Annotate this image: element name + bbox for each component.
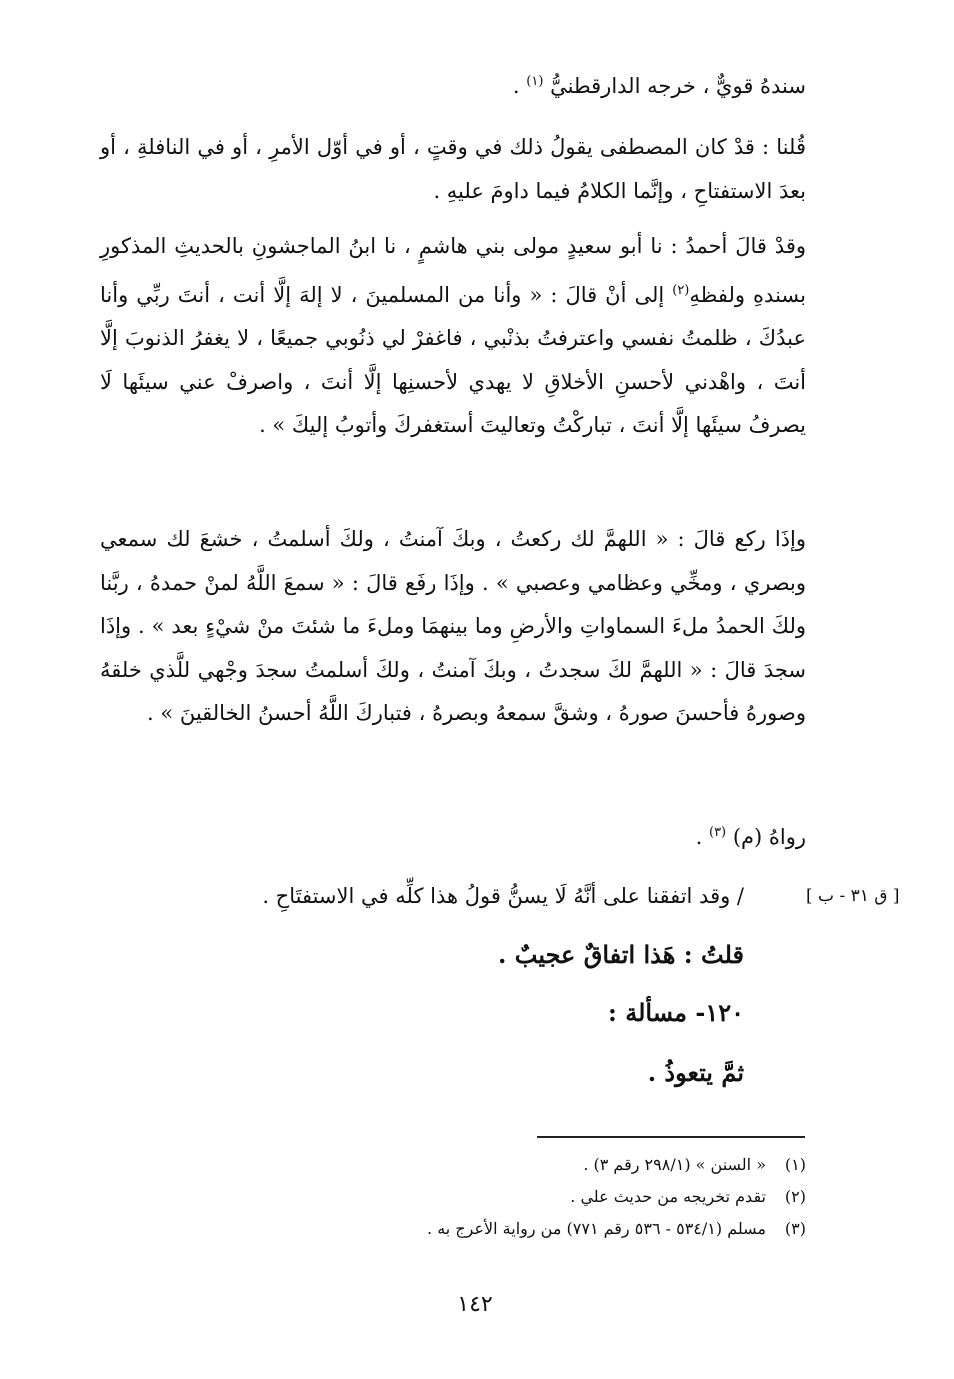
footnote-text: « السنن » (٢٩٨/١ رقم ٣) . xyxy=(583,1155,766,1174)
issue-heading: ١٢٠- مسألة : xyxy=(608,998,744,1027)
footnote-number: (٢) xyxy=(784,1187,806,1206)
page-number: ١٤٢ xyxy=(457,1292,493,1317)
narration-footnote-ref: (٣) xyxy=(708,825,727,840)
manuscript-folio-marker: [ ق ٣١ - ب ] xyxy=(806,886,900,906)
top-line xyxy=(513,67,806,101)
paragraph-2-footnote-ref: (٢) xyxy=(672,282,690,298)
bold-remark: قلتُ : هَذا اتفاقٌ عجيبٌ . xyxy=(498,940,744,969)
bold-statement: ثمَّ يتعوذُ . xyxy=(647,1058,744,1087)
paragraph-1: قُلنا : قدْ كان المصطفى يقولُ ذلك في وقتٍ ، أو في أوّل الأمرِ ، أو في النافلةِ ، أو بعدَ الاستفتاحِ ، وإنَّما الكلامُ فيما داومَ عليهِ . xyxy=(100,135,806,203)
footnote-text: مسلم (٥٣٤/١ - ٥٣٦ رقم ٧٧١) من رواية الأعرج به . xyxy=(427,1219,766,1238)
footnote-number: (٣) xyxy=(784,1219,806,1238)
footnote-2 xyxy=(570,1186,806,1208)
footnote-1 xyxy=(583,1154,806,1176)
agreement-line: / وقد اتفقنا على أنَّهُ لَا يسنُّ قولُ هذا كلِّه في الاستفتَاحِ . xyxy=(262,884,744,908)
paragraph-2-part-b: إلى أنْ قالَ : « وأنا من المسلمينَ ، لا إلهَ إلَّا أنت ، أنتَ ربِّي وأنا عبدُكَ ، ظلمتُ نفسي واعترفتُ بذنْبي ، فاغفرْ لي ذنُوبي جميعًا ، لا يغفرُ الذنوبَ إلَّا أنتَ ، واهْدني لأحسنِ الأخلاقِ لا يهدي لأحسنِها إلَّا أنتَ ، واصرفْ عني سيئَها لَا يصرفُ سيئَها إلَّا أنتَ ، تباركْتُ وتعاليتَ أستغفركَ وأتوبُ إليكَ » . xyxy=(100,282,806,437)
paragraph-2-part-a: وقدْ قالَ أحمدُ : نا أبو سعيدٍ مولى بني هاشمٍ ، نا ابنُ الماجشونِ بالحديثِ المذكورِ بسندهِ ولفظهِ xyxy=(100,234,806,307)
footnote-3 xyxy=(427,1218,806,1240)
narration-line xyxy=(696,818,806,852)
narration-text: رواهُ (م) xyxy=(732,825,806,849)
narration-end: . xyxy=(695,825,703,849)
top-line-text: سندهُ قويٌّ ، خرجه الدارقطنيُّ xyxy=(550,74,806,98)
paragraph-2 xyxy=(100,225,806,448)
paragraph-3: وإذَا ركع قالَ : « اللهمَّ لك ركعتُ ، وبكَ آمنتُ ، ولكَ أسلمتُ ، خشعَ لك سمعي وبصري ، ومخِّي وعظامي وعصبي » . وإذَا رفَع قالَ : « سمعَ اللَّهُ لمنْ حمدهُ ، ربَّنا ولكَ الحمدُ ملءَ السماواتِ والأرضِ وما بينهمَا وملءَ ما شئتَ منْ شيْءٍ بعد » . وإذَا سجدَ قالَ : « اللهمَّ لكَ سجدتُ ، وبكَ آمنتُ ، ولكَ أسلمتُ سجدَ وجْهي للَّذي خلقهُ وصورهُ فأحسنَ صورهُ ، وشقَّ سمعهُ وبصرهُ ، فتباركَ اللَّهُ أحسنُ الخالقينَ » . xyxy=(100,527,806,725)
top-line-footnote-ref: (١) xyxy=(526,74,544,89)
footnote-separator xyxy=(537,1136,805,1138)
top-line-end: . xyxy=(512,74,520,98)
footnote-text: تقدم تخريجه من حديث علي . xyxy=(570,1187,766,1206)
footnote-number: (١) xyxy=(784,1155,806,1174)
